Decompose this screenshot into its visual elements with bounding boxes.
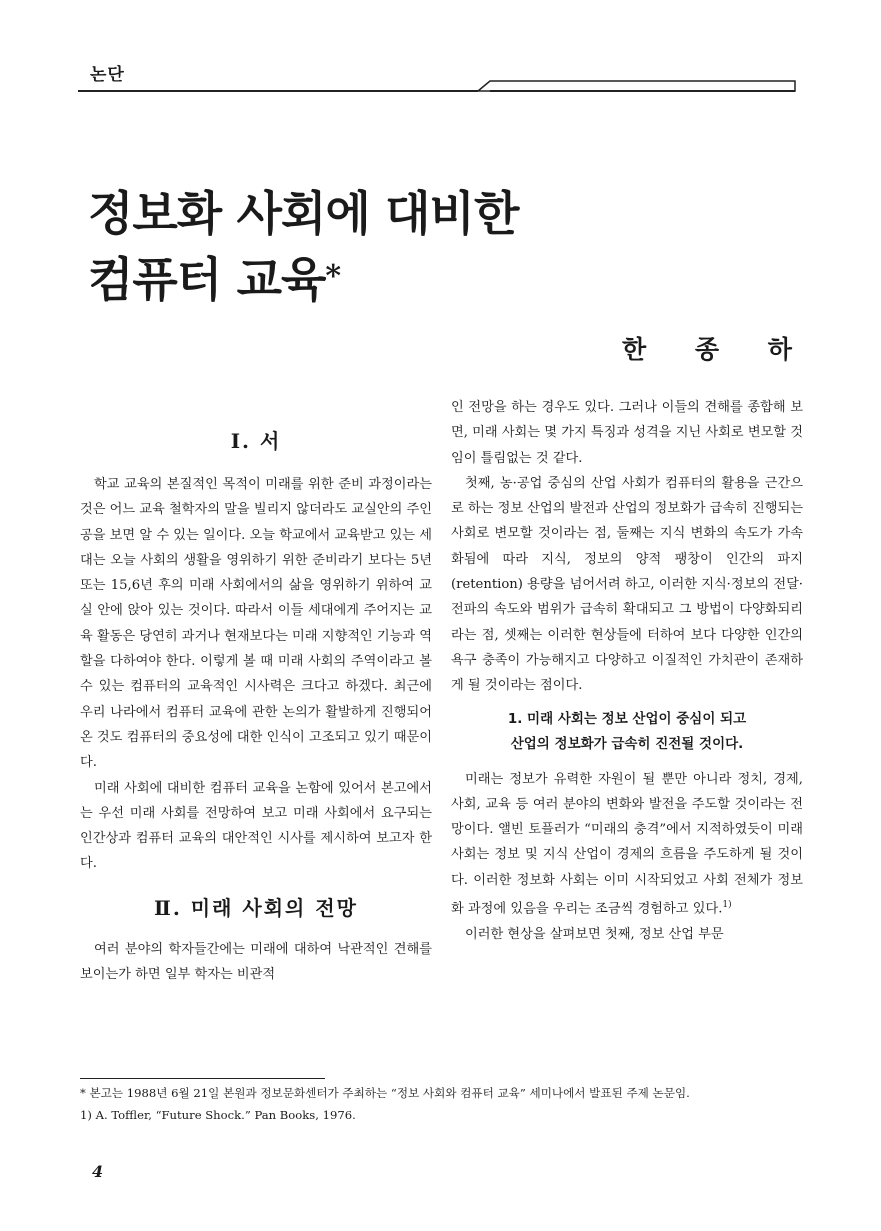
title-line-2: 컴퓨터 교육 <box>88 253 326 308</box>
left-column <box>80 416 432 987</box>
subsection-1-paragraph-1 <box>451 767 803 922</box>
section-2-paragraph-start: 여러 분야의 학자들간에는 미래에 대하여 낙관적인 견해를 보이는가 하면 일부 학자는 비관적 <box>80 941 432 983</box>
footnote-1: 1) A. Toffler, “Future Shock.” Pan Books, 1976. <box>80 1108 356 1122</box>
footnote-asterisk: * 본고는 1988년 6월 21일 본원과 정보문화센터가 주최하는 “정보 사회와 컴퓨터 교육” 세미나에서 발표된 주제 논문임. <box>80 1086 690 1100</box>
footnotes <box>80 1082 800 1126</box>
article-title <box>88 182 518 314</box>
section-1-heading: Ⅰ. 서 <box>230 429 282 453</box>
subsection-1-heading-line-2: 산업의 정보화가 급속히 진전될 것이다. <box>510 735 744 752</box>
header-rule <box>78 78 798 94</box>
section-2-heading: Ⅱ. 미래 사회의 전망 <box>154 895 358 920</box>
subsection-1-paragraph-1-text: 미래는 정보가 유력한 자원이 될 뿐만 아니라 정치, 경제, 사회, 교육 등 여러 분야의 변화와 발전을 주도할 것이라는 전망이다. 앨빈 토플러가 “미래의 충격”에서 지적하였듯이 미래 사회는 정보 및 지식 산업이 경제의 흐름을 주도하게 될 것이다. 이러한 정보화 사회는 이미 시작되었고 사회 전체가 정보화 과정에 있음을 우리는 조금씩 경험하고 있다. <box>451 771 803 917</box>
section-2-paragraph-2: 첫째, 농·공업 중심의 산업 사회가 컴퓨터의 활용을 근간으로 하는 정보 산업의 발전과 산업의 정보화가 급속히 진행되는 사회로 변모할 것이라는 점, 둘째는 지식 변화의 속도가 가속화됨에 따라 지식, 정보의 양적 팽창이 인간의 파지(retention) 용량을 넘어서려 하고, 이러한 지식·정보의 전달·전파의 속도와 범위가 급속히 확대되고 그 방법이 다양화되리라는 점, 셋째는 이러한 현상들에 터하여 보다 다양한 인간의 욕구 충족이 가능해지고 다양하고 이질적인 가치관이 존재하게 될 것이라는 점이다. <box>451 475 804 694</box>
subsection-1-heading-line-1: 1. 미래 사회는 정보 산업이 중심이 되고 <box>507 710 747 727</box>
subsection-1-paragraph-2: 이러한 현상을 살펴보면 첫째, 정보 산업 부문 <box>465 926 724 942</box>
section-1-paragraph-1: 학교 교육의 본질적인 목적이 미래를 위한 준비 과정이라는 것은 어느 교육 철학자의 말을 빌리지 않더라도 교실안의 주인공을 보면 알 수 있는 일이다. 오늘 학교에서 교육받고 있는 세대는 오늘 사회의 생활을 영위하기 위한 준비라기 보다는 5년 또는 15,6년 후의 미래 사회에서의 삶을 영위하기 위하여 교실 안에 앉아 있는 것이다. 따라서 이들 세대에게 주어지는 교육 활동은 당연히 과거나 현재보다는 미래 지향적인 기능과 역할을 다하여야 한다. 이렇게 볼 때 미래 사회의 주역이라고 볼 수 있는 컴퓨터의 교육적인 시사력은 크다고 하겠다. 최근에 우리 나라에서 컴퓨터 교육에 관한 논의가 활발하게 진행되어 온 것도 컴퓨터의 중요성에 대한 인식이 고조되고 있기 때문이다. <box>80 477 433 771</box>
title-asterisk: * <box>325 259 341 294</box>
title-line-1: 정보화 사회에 대비한 <box>88 187 519 242</box>
footnote-reference: 1) <box>722 900 732 911</box>
subsection-1-heading <box>451 707 803 757</box>
section-tag: 논단 <box>90 65 125 85</box>
right-column <box>451 395 803 947</box>
author-name: 한 종 하 <box>622 335 812 364</box>
page-number: 4 <box>92 1162 104 1181</box>
section-1-paragraph-2: 미래 사회에 대비한 컴퓨터 교육을 논함에 있어서 본고에서는 우선 미래 사회를 전망하여 보고 미래 사회에서 요구되는 인간상과 컴퓨터 교육의 대안적인 시사를 제시하여 보고자 한다. <box>80 780 432 872</box>
footnote-rule <box>80 1078 325 1079</box>
section-2-paragraph-continued: 인 전망을 하는 경우도 있다. 그러나 이들의 견해를 종합해 보면, 미래 사회는 몇 가지 특징과 성격을 지닌 사회로 변모할 것임이 틀림없는 것 같다. <box>451 400 803 466</box>
